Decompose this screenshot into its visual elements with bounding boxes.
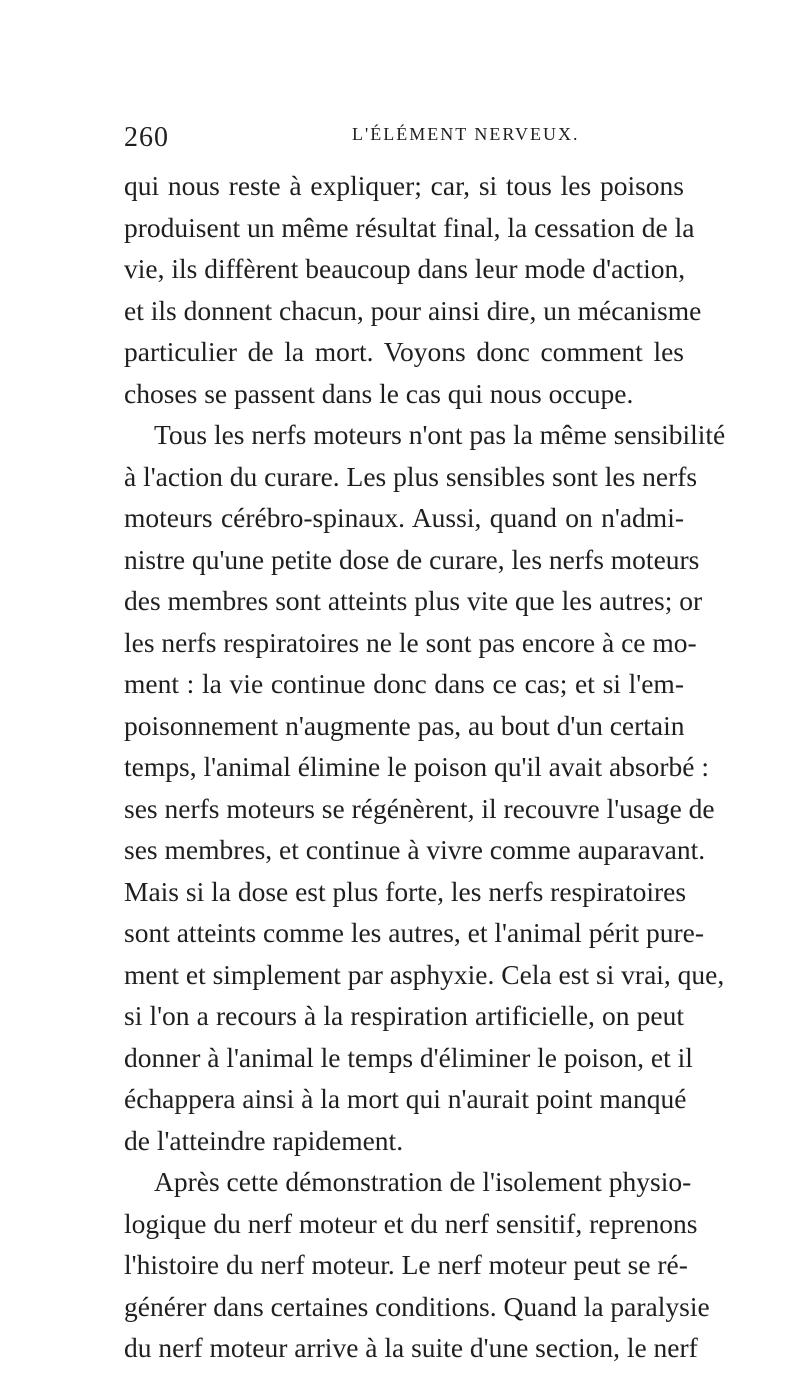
text-line: particulier de la mort. Voyons donc comment les [124, 336, 684, 367]
text-line: à l'action du curare. Les plus sensibles sont les nerfs [124, 460, 698, 492]
text-line: Mais si la dose est plus forte, les nerfs respiratoires [124, 875, 687, 907]
text-line: produisent un même résultat final, la cessation de la [124, 211, 695, 243]
running-title: L'ÉLÉMENT NERVEUX. [352, 124, 580, 144]
text-line: qui nous reste à expliquer; car, si tous les poisons [124, 170, 684, 201]
text-line: ses membres, et continue à vivre comme auparavant. [124, 834, 706, 865]
text-line: les nerfs respiratoires ne le sont pas encore à ce mo- [124, 626, 697, 658]
text-line: du nerf moteur arrive à la suite d'une section, le nerf [124, 1332, 698, 1363]
paragraph-start-line: Tous les nerfs moteurs n'ont pas la même sensibilité [154, 419, 726, 450]
page-number: 260 [124, 122, 169, 153]
running-head [124, 118, 684, 158]
text-line: temps, l'animal élimine le poison qu'il avait absorbé : [124, 751, 709, 782]
text-line: donner à l'animal le temps d'éliminer le poison, et il [124, 1041, 693, 1073]
text-line: l'histoire du nerf moteur. Le nerf moteur peut se ré- [124, 1249, 688, 1280]
text-line: générer dans certaines conditions. Quand la paralysie [124, 1290, 710, 1322]
text-line: logique du nerf moteur et du nerf sensitif, reprenons [124, 1207, 698, 1239]
text-line: ses nerfs moteurs se régénèrent, il recouvre l'usage de [124, 792, 715, 824]
text-line: choses se passent dans le cas qui nous occupe. [124, 377, 634, 409]
body-text [124, 165, 726, 1369]
text-line: de l'atteindre rapidement. [124, 1124, 404, 1156]
text-line: et ils donnent chacun, pour ainsi dire, un mécanisme [124, 294, 702, 326]
text-line: moteurs cérébro-spinaux. Aussi, quand on n'admi- [124, 502, 684, 533]
text-line: échappera ainsi à la mort qui n'aurait point manqué [124, 1083, 687, 1114]
text-line: si l'on a recours à la respiration artificielle, on peut [124, 1000, 684, 1031]
text-line: vie, ils diffèrent beaucoup dans leur mode d'action, [124, 253, 686, 284]
text-line: nistre qu'une petite dose de curare, les nerfs moteurs [124, 543, 700, 575]
text-line: ment et simplement par asphyxie. Cela est si vrai, que, [124, 958, 725, 990]
text-line: poisonnement n'augmente pas, au bout d'un certain [124, 709, 685, 741]
paragraph-start-line: Après cette démonstration de l'isolement physio- [154, 1166, 692, 1197]
text-line: ment : la vie continue donc dans ce cas; et si l'em- [124, 668, 684, 699]
text-line: sont atteints comme les autres, et l'animal périt pure- [124, 917, 704, 948]
text-line: des membres sont atteints plus vite que les autres; or [124, 585, 703, 616]
